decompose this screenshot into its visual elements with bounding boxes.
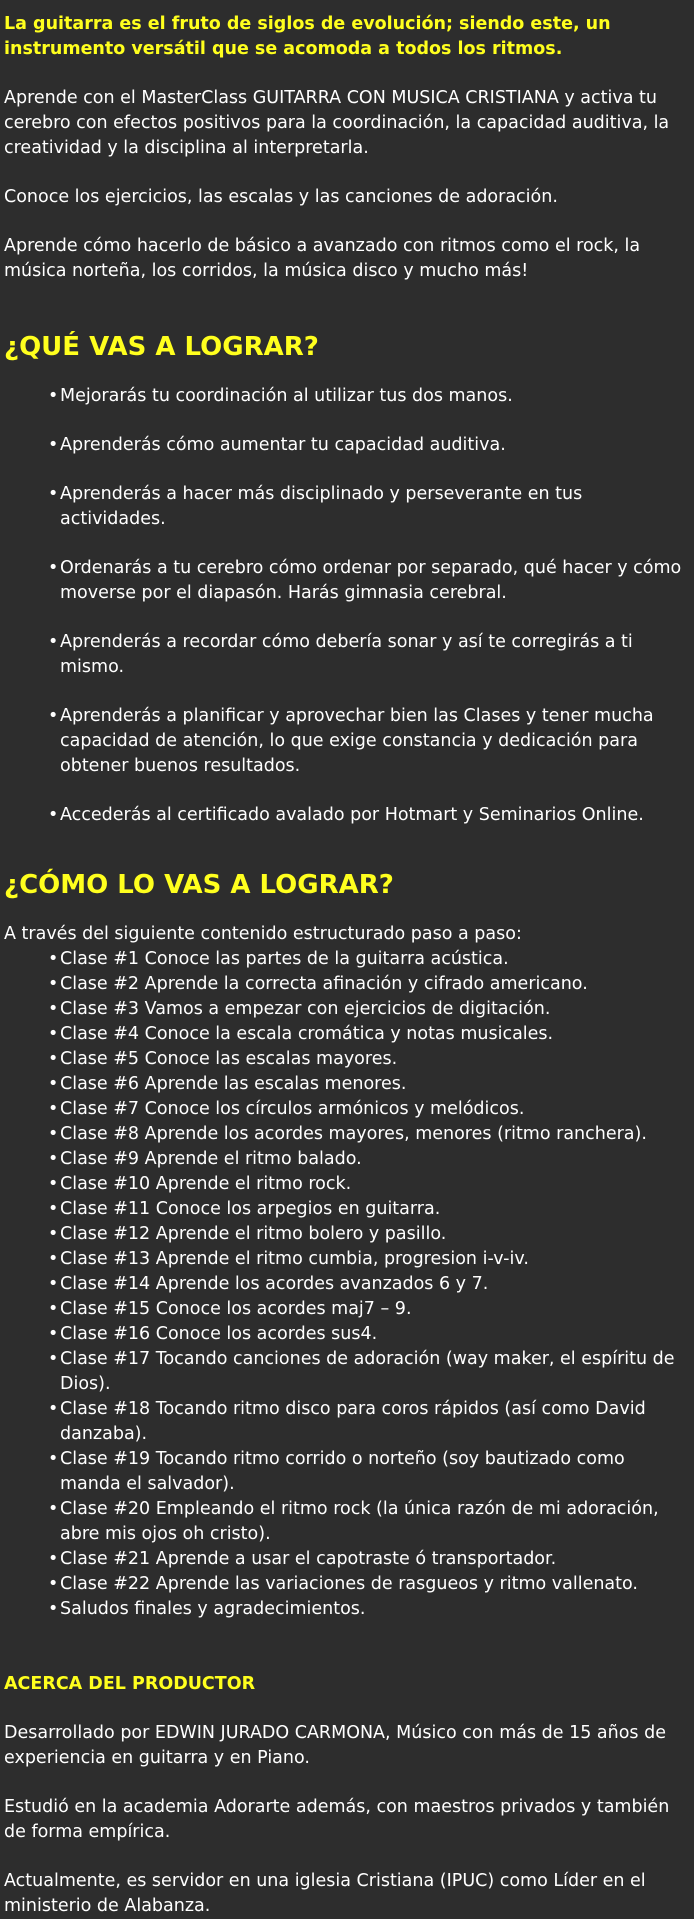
class-item: • Clase #10 Aprende el ritmo rock. <box>48 1172 688 1197</box>
class-item: • Clase #18 Tocando ritmo disco para coros rápidos (así como David danzaba). <box>48 1397 688 1447</box>
class-item: • Clase #16 Conoce los acordes sus4. <box>48 1322 688 1347</box>
class-item: • Clase #14 Aprende los acordes avanzados 6 y 7. <box>48 1272 688 1297</box>
goals-list <box>4 384 688 828</box>
producer-paragraph: Actualmente, es servidor en una iglesia Cristiana (IPUC) como Líder en el ministerio de Alabanza. <box>4 1871 646 1916</box>
class-item: • Clase #7 Conoce los círculos armónicos y melódicos. <box>48 1097 688 1122</box>
goal-item: • Aprenderás a hacer más disciplinado y perseverante en tus actividades. <box>48 482 688 532</box>
class-item: • Clase #3 Vamos a empezar con ejercicios de digitación. <box>48 997 688 1022</box>
intro-headline: La guitarra es el fruto de siglos de evolución; siendo este, un instrumento versátil que se acomoda a todos los ritmos. <box>4 14 611 59</box>
class-item: • Clase #22 Aprende las variaciones de rasgueos y ritmo vallenato. <box>48 1572 688 1597</box>
class-item: • Clase #5 Conoce las escalas mayores. <box>48 1047 688 1072</box>
producer-paragraph: Estudió en la academia Adorarte además, con maestros privados y también de forma empírica. <box>4 1797 670 1842</box>
class-item: • Clase #9 Aprende el ritmo balado. <box>48 1147 688 1172</box>
class-item: • Clase #19 Tocando ritmo corrido o norteño (soy bautizado como manda el salvador). <box>48 1447 688 1497</box>
class-item: • Clase #8 Aprende los acordes mayores, menores (ritmo ranchera). <box>48 1122 688 1147</box>
class-item: • Clase #11 Conoce los arpegios en guitarra. <box>48 1197 688 1222</box>
class-item: • Clase #12 Aprende el ritmo bolero y pasillo. <box>48 1222 688 1247</box>
goal-item: • Aprenderás cómo aumentar tu capacidad auditiva. <box>48 433 688 458</box>
intro-paragraph: Aprende con el MasterClass GUITARRA CON MUSICA CRISTIANA y activa tu cerebro con efectos positivos para la coordinación, la capacidad auditiva, la creatividad y la disciplina al interpretarla. <box>4 88 670 158</box>
how-lead: A través del siguiente contenido estructurado paso a paso: <box>4 924 522 944</box>
class-item: • Clase #1 Conoce las partes de la guitarra acústica. <box>48 947 688 972</box>
goal-item: • Aprenderás a recordar cómo debería sonar y así te corregirás a ti mismo. <box>48 630 688 680</box>
producer-heading: ACERCA DEL PRODUCTOR <box>4 1674 256 1694</box>
class-item: • Clase #6 Aprende las escalas menores. <box>48 1072 688 1097</box>
class-item: • Saludos finales y agradecimientos. <box>48 1597 688 1622</box>
class-item: • Clase #4 Conoce la escala cromática y notas musicales. <box>48 1022 688 1047</box>
intro-paragraph: Aprende cómo hacerlo de básico a avanzado con ritmos como el rock, la música norteña, los corridos, la música disco y mucho más! <box>4 236 641 281</box>
intro-paragraph: Conoce los ejercicios, las escalas y las canciones de adoración. <box>4 187 558 207</box>
goal-item: • Mejorarás tu coordinación al utilizar tus dos manos. <box>48 384 688 409</box>
how-heading: ¿CÓMO LO VAS A LOGRAR? <box>4 870 394 900</box>
goal-item: • Aprenderás a planificar y aprovechar bien las Clases y tener mucha capacidad de atención, lo que exige constancia y dedicación para obtener buenos resultados. <box>48 704 688 779</box>
class-item: • Clase #13 Aprende el ritmo cumbia, progresion i-v-iv. <box>48 1247 688 1272</box>
class-item: • Clase #21 Aprende a usar el capotraste ó transportador. <box>48 1547 688 1572</box>
goals-heading: ¿QUÉ VAS A LOGRAR? <box>4 332 319 362</box>
class-list <box>4 947 688 1622</box>
class-item: • Clase #20 Empleando el ritmo rock (la única razón de mi adoración, abre mis ojos oh cristo). <box>48 1497 688 1547</box>
goal-item: • Ordenarás a tu cerebro cómo ordenar por separado, qué hacer y cómo moverse por el diapasón. Harás gimnasia cerebral. <box>48 556 688 606</box>
class-item: • Clase #17 Tocando canciones de adoración (way maker, el espíritu de Dios). <box>48 1347 688 1397</box>
goal-item: • Accederás al certificado avalado por Hotmart y Seminarios Online. <box>48 803 688 828</box>
class-item: • Clase #2 Aprende la correcta afinación y cifrado americano. <box>48 972 688 997</box>
producer-paragraph: Desarrollado por EDWIN JURADO CARMONA, Músico con más de 15 años de experiencia en guitarra y en Piano. <box>4 1723 666 1768</box>
class-item: • Clase #15 Conoce los acordes maj7 – 9. <box>48 1297 688 1322</box>
